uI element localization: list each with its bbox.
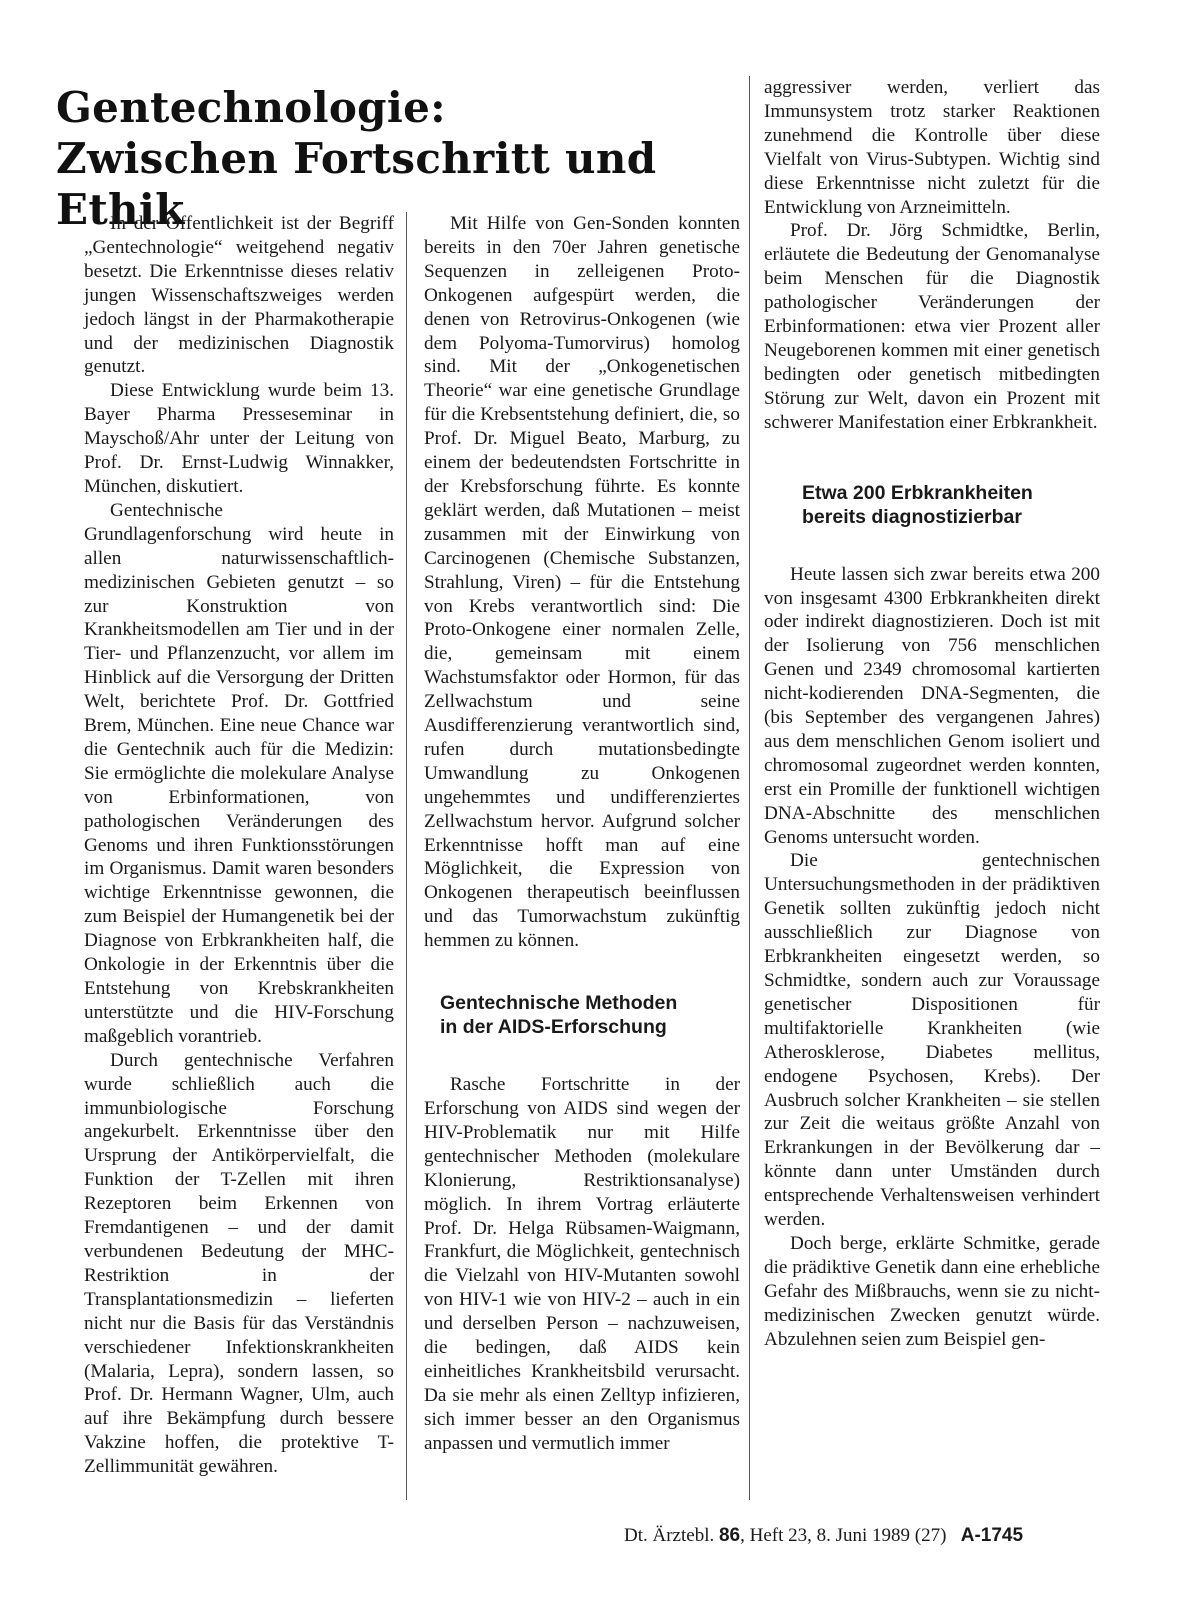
paragraph: Mit Hilfe von Gen-Sonden konnten bereits in den 70er Jahren genetische Sequenzen in zelleigenen Proto-Onkogenen aufgespürt werden, die denen von Retrovirus-Onkogenen (wie dem Polyoma-Tumorvirus) homolog sind. Mit der „Onkogenetischen Theorie“ war eine genetische Grundlage für die Krebsentstehung definiert, die, so Prof. Dr. Miguel Beato, Marburg, zu einem der bedeutendsten Fortschritte in der Krebsforschung führte. Es konnte geklärt werden, daß Mutationen – meist zusammen mit der Einwirkung von Carcinogenen (Chemische Substanzen, Strahlung, Viren) – für die Entstehung von Krebs verantwortlich sind: Die Proto-Onkogene einer normalen Zelle, die, gemeinsam mit einem Wachstumsfaktor oder Hormon, für das Zellwachstum und seine Ausdifferenzierung verantwortlich sind, rufen durch mutationsbedingte Umwandlung zu Onkogenen ungehemmtes und undifferenziertes Zellwachstum hervor. Aufgrund solcher Erkenntnisse hofft man auf eine Möglichkeit, die Expression von Onkogenen therapeutisch beeinflussen und das Tumorwachstum zukünftig hemmen zu können. <box>424 213 740 952</box>
text-column-2 <box>424 212 740 1456</box>
column-divider-2 <box>749 76 750 1500</box>
paragraph: aggressiver werden, verliert das Immunsystem trotz starker Reaktionen zunehmend die Kontrolle über diese Vielfalt von Virus-Subtypen. Wichtig sind diese Erkenntnisse nicht zuletzt für die Entwicklung von Arzneimitteln. <box>764 77 1100 218</box>
section-heading-line-2: in der AIDS-Erforschung <box>440 1016 667 1039</box>
paragraph: Gentechnische Grundlagenforschung wird heute in allen naturwissenschaftlich-medizinischen Gebieten genutzt – so zur Konstruktion von Krankheitsmodellen am Tier und in der Tier- und Pflanzenzucht, vor allem im Hinblick auf die Versorgung der Dritten Welt, berichtete Prof. Dr. Gottfried Brem, München. Eine neue Chance war die Gentechnik auch für die Medizin: Sie ermöglichte die molekulare Analyse von Erbinformationen, von pathologischen Veränderungen des Genoms und ihren Funktionsstörungen im Organismus. Damit waren besonders wichtige Erkenntnisse gewonnen, die zum Beispiel der Humangenetik bei der Diagnose von Erbkrankheiten half, die Onkologie in der Erkenntnis über die Entstehung von Krebskrankheiten unterstützte und die HIV-Forschung maßgeblich vorantrieb. <box>84 499 394 1047</box>
section-heading-erbkrankheiten <box>802 481 1100 529</box>
page-footer <box>624 1524 1124 1548</box>
section-heading-line-2: bereits diagnostizierbar <box>802 505 1022 528</box>
title-line-1: Gentechnologie: <box>56 83 446 132</box>
paragraph: Heute lassen sich zwar bereits etwa 200 von insgesamt 4300 Erbkrankheiten direkt oder indirekt diagnostizieren. Doch ist mit der Isolierung von 756 menschlichen Genen und 2349 chromosomal kartierten nicht-kodierenden DNA-Segmenten, die (bis September des vergangenen Jahres) aus dem menschlichen Genom isoliert und chromosomal zugeordnet werden konnten, erst ein Promille der funktionell wichtigen DNA-Abschnitte des menschlichen Genoms untersucht worden. <box>764 563 1100 848</box>
section-heading-aids <box>440 991 740 1039</box>
title-line-2: Zwischen Fortschritt und Ethik <box>56 134 657 234</box>
journal-volume: 86 <box>718 1525 741 1546</box>
paragraph: Doch berge, erklärte Schmitke, gerade die prädiktive Genetik dann eine erhebliche Gefahr des Mißbrauchs, wenn sie zu nicht-medizinischen Zwecken genutzt würde. Abzulehnen seien zum Beispiel gen- <box>764 1232 1100 1350</box>
paragraph: Die gentechnischen Untersuchungsmethoden in der prädiktiven Genetik sollten zukünftig jedoch nicht ausschließlich zur Diagnose von Erbkrankheiten eingesetzt werden, so Schmidtke, sondern auch zur Voraussage genetischer Dispositionen für multifaktorielle Krankheiten (wie Atherosklerose, Diabetes mellitus, endogene Psychosen, Krebs). Der Ausbruch solcher Krankheiten – sie stellen zur Zeit die weitaus größte Anzahl von Erkrankungen in der Bevölkerung dar – könnte dann unter Umständen durch entsprechende Verhaltensweisen verhindert werden. <box>764 850 1100 1231</box>
paragraph: Prof. Dr. Jörg Schmidtke, Berlin, erläutete die Bedeutung der Genomanalyse beim Menschen für die Diagnostik pathologischer Veränderungen der Erbinformationen: etwa vier Prozent aller Neugeborenen kommen mit einer genetisch bedingten oder genetisch mitbedingten Störung zur Welt, davon ein Prozent mit schwerer Manifestation einer Erbkrankheit. <box>764 220 1100 433</box>
page-number: A-1745 <box>960 1525 1024 1546</box>
section-heading-line-1: Etwa 200 Erbkrankheiten <box>802 481 1033 504</box>
paragraph: Diese Entwicklung wurde beim 13. Bayer Pharma Presseseminar in Mayschoß/Ahr unter der Leitung von Prof. Dr. Ernst-Ludwig Winnakker, München, diskutiert. <box>84 380 394 497</box>
column-divider-1 <box>406 212 407 1500</box>
paragraph: Durch gentechnische Verfahren wurde schließlich auch die immunbiologische Forschung angekurbelt. Erkenntnisse über den Ursprung der Antikörpervielfalt, die Funktion der T-Zellen mit ihren Rezeptoren beim Erkennen von Fremdantigenen – und der damit verbundenen Bedeutung der MHC-Restriktion in der Transplantationsmedizin – lieferten nicht nur die Basis für das Verständnis verschiedener Infektionskrankheiten (Malaria, Lepra), sondern lassen, so Prof. Dr. Hermann Wagner, Ulm, auch auf ihre Bekämpfung durch bessere Vakzine hoffen, die protektive T-Zellimmunität gewähren. <box>84 1049 394 1478</box>
text-column-1 <box>84 212 394 1479</box>
paragraph: In der Öffentlichkeit ist der Begriff „Gentechnologie“ weitgehend negativ besetzt. Die Erkenntnisse dieses relativ jungen Wissenschaftszweiges werden jedoch längst in der Pharmakotherapie und der medizinischen Diagnostik genutzt. <box>84 213 394 378</box>
text-column-3 <box>764 76 1100 1352</box>
journal-name: Dt. Ärztebl. <box>624 1525 715 1546</box>
section-heading-line-1: Gentechnische Methoden <box>440 992 678 1015</box>
issue-info: , Heft 23, 8. Juni 1989 (27) <box>740 1525 947 1546</box>
paragraph: Rasche Fortschritte in der Erforschung von AIDS sind wegen der HIV-Problematik nur mit Hilfe gentechnischer Methoden (molekulare Klonierung, Restriktionsanalyse) möglich. In ihrem Vortrag erläuterte Prof. Dr. Helga Rübsamen-Waigmann, Frankfurt, die Möglichkeit, gentechnisch die Vielzahl von HIV-Mutanten sowohl von HIV-1 wie von HIV-2 – auch in ein und derselben Person – nachzuweisen, die bedingen, daß AIDS kein einheitliches Krankheitsbild verursacht. Da sie mehr als einen Zelltyp infizieren, sich immer besser an den Organismus anpassen und vermutlich immer <box>424 1074 740 1454</box>
